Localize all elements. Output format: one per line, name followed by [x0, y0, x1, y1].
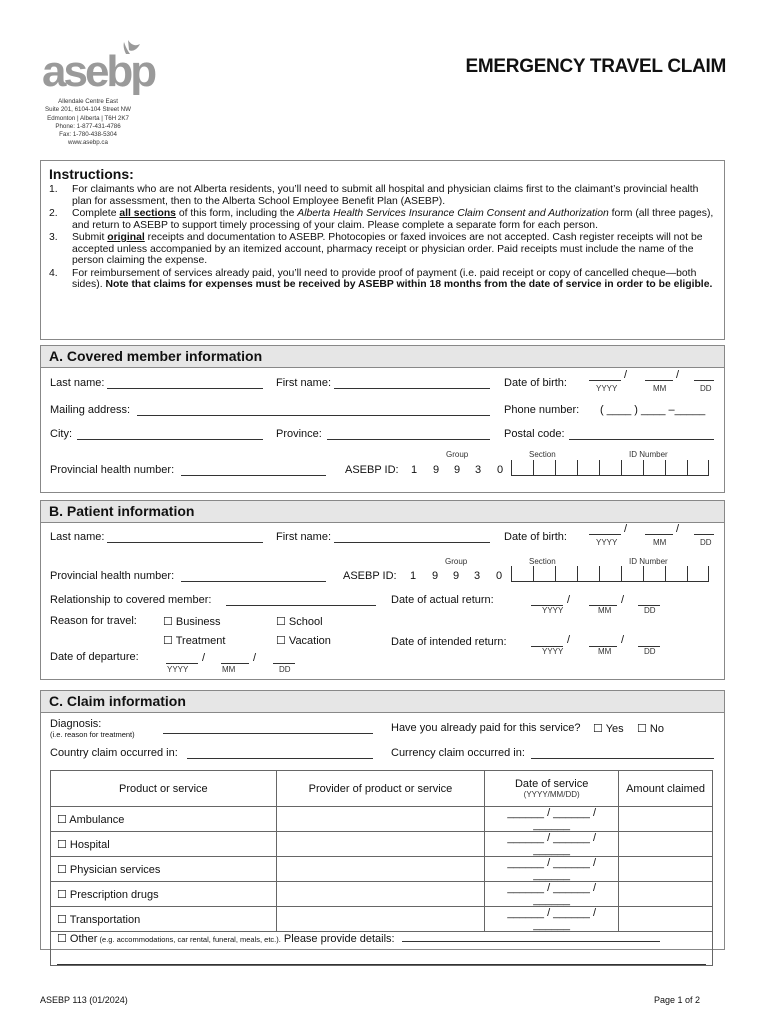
col-provider: Provider of product or service — [276, 771, 485, 807]
id-digit: 9 — [433, 464, 440, 476]
svg-text:asebp: asebp — [42, 47, 155, 95]
mm-hint: MM — [598, 647, 612, 656]
first-name-label: First name: — [276, 377, 332, 389]
date-separator: / — [624, 523, 628, 535]
item-text: form (all three pages), and return to ASEBP to support timely processing of your claim. Please complete a separate form for each person. — [72, 208, 714, 231]
diagnosis-field[interactable] — [163, 733, 373, 734]
city-label: City: — [50, 428, 72, 440]
col-date-format: (YYYY/MM/DD) — [523, 790, 580, 799]
mm-hint: MM — [653, 384, 667, 393]
section-hint: Section — [529, 450, 556, 459]
dob-year-field[interactable] — [589, 380, 621, 381]
date-cell[interactable]: ______ / ______ / ______ — [485, 832, 619, 857]
item-number: 3. — [49, 232, 58, 243]
diagnosis-label: Diagnosis: — [50, 718, 102, 730]
date-cell[interactable]: ______ / ______ / ______ — [485, 807, 619, 832]
asebp-id-label: ASEBP ID: — [345, 464, 399, 476]
instruction-item — [49, 184, 716, 207]
departure-day[interactable] — [273, 663, 295, 664]
item-text: For claimants who are not Alberta residents, you’ll need to submit all hospital and physician claims first to the claimant’s provincial health plan for assessment, then to the Alberta School Employee Benefit Plan (ASEBP). — [72, 184, 699, 207]
currency-label: Currency claim occurred in: — [391, 747, 525, 759]
id-cell[interactable] — [533, 460, 555, 476]
patient-dob-label: Date of birth: — [504, 531, 567, 543]
address-line: Fax: 1-780-438-5304 — [59, 131, 117, 139]
other-details-cell[interactable] — [51, 932, 713, 966]
id-cell[interactable] — [533, 566, 555, 582]
patient-last-name-label: Last name: — [50, 531, 105, 543]
col-date-of-service — [485, 771, 619, 807]
section-a — [40, 345, 725, 493]
relationship-field[interactable] — [226, 605, 376, 606]
mm-hint: MM — [222, 665, 236, 674]
prescription-drugs-checkbox[interactable]: ☐ Prescription drugs — [51, 882, 277, 907]
phn-field[interactable] — [181, 475, 326, 476]
id-cell[interactable] — [665, 566, 687, 582]
id-digit: 3 — [474, 570, 481, 582]
reason-school-checkbox[interactable]: ☐ School — [276, 616, 323, 628]
section-b — [40, 500, 725, 680]
last-name-field[interactable] — [107, 388, 263, 389]
country-field[interactable] — [187, 758, 373, 759]
instruction-item — [49, 208, 716, 231]
date-separator: / — [621, 634, 625, 646]
other-checkbox[interactable]: ☐ Other — [57, 933, 98, 945]
actual-return-label: Date of actual return: — [391, 594, 494, 606]
dd-hint: DD — [644, 647, 656, 656]
mm-hint: MM — [598, 606, 612, 615]
item-emphasis: Note that claims for expenses must be received by ASEBP within 18 months from the date of service in order to be eligible. — [105, 279, 713, 290]
section-b-heading: B. Patient information — [41, 501, 724, 523]
id-cell[interactable] — [665, 460, 687, 476]
provider-cell[interactable] — [276, 882, 485, 907]
item-emphasis: original — [107, 232, 145, 243]
date-separator: / — [676, 369, 680, 381]
date-cell[interactable]: ______ / ______ / ______ — [485, 907, 619, 932]
departure-year[interactable] — [166, 663, 198, 664]
id-digit: 9 — [432, 570, 439, 582]
mailing-address-field[interactable] — [137, 415, 490, 416]
address-line: Allendale Centre East — [58, 98, 118, 105]
postal-code-label: Postal code: — [504, 428, 565, 440]
id-digit: 3 — [475, 464, 482, 476]
table-row-other — [51, 932, 713, 966]
postal-code-field[interactable] — [569, 439, 714, 440]
col-product: Product or service — [51, 771, 277, 807]
date-separator: / — [253, 652, 257, 664]
dd-hint: DD — [700, 538, 712, 547]
id-digit: 1 — [411, 464, 418, 476]
reason-label: Reason for travel: — [50, 615, 137, 627]
address-line: Edmonton | Alberta | T6H 2K7 — [47, 114, 129, 122]
item-form-name: Alberta Health Services Insurance Claim Consent and Authorization — [297, 208, 609, 219]
reason-business-checkbox[interactable]: ☐ Business — [163, 616, 221, 628]
yyyy-hint: YYYY — [596, 538, 618, 547]
mailing-address-label: Mailing address: — [50, 404, 131, 416]
patient-first-name-label: First name: — [276, 531, 332, 543]
amount-cell[interactable] — [619, 882, 713, 907]
claims-table — [50, 770, 713, 966]
other-details-field[interactable] — [402, 932, 660, 942]
table-row — [51, 832, 713, 857]
patient-phn-field[interactable] — [181, 581, 326, 582]
id-digit: 0 — [497, 464, 504, 476]
patient-dob-day-field[interactable] — [694, 534, 714, 535]
dob-label: Date of birth: — [504, 377, 567, 389]
province-field[interactable] — [327, 439, 490, 440]
provider-cell[interactable] — [276, 807, 485, 832]
group-hint: Group — [445, 557, 468, 566]
section-hint: Section — [529, 557, 556, 566]
id-cell[interactable] — [511, 566, 533, 582]
relationship-label: Relationship to covered member: — [50, 594, 212, 606]
dob-month-field[interactable] — [645, 380, 673, 381]
item-number: 2. — [49, 208, 58, 219]
date-separator: / — [567, 634, 571, 646]
patient-last-name-field[interactable] — [107, 542, 263, 543]
first-name-field[interactable] — [334, 388, 490, 389]
id-cell[interactable] — [621, 460, 643, 476]
ambulance-checkbox[interactable]: ☐ Ambulance — [51, 807, 277, 832]
id-cell[interactable] — [687, 566, 709, 582]
other-details-field-2[interactable] — [57, 951, 706, 965]
table-row — [51, 857, 713, 882]
date-separator: / — [567, 594, 571, 606]
id-cell[interactable] — [577, 460, 599, 476]
id-digit: 9 — [454, 464, 461, 476]
section-c-heading: C. Claim information — [41, 691, 724, 713]
item-text: For reimbursement of services already paid, you’ll need to provide proof of payment (i.e. paid receipt or copy of cancelled cheque—both sides). — [72, 267, 697, 290]
id-cell[interactable] — [555, 566, 577, 582]
id-cell[interactable] — [621, 566, 643, 582]
other-details-label: Please provide details: — [280, 933, 395, 945]
diagnosis-hint: (i.e. reason for treatment) — [50, 730, 135, 739]
instruction-item — [49, 232, 716, 267]
date-separator: / — [624, 369, 628, 381]
currency-field[interactable] — [531, 758, 714, 759]
country-label: Country claim occurred in: — [50, 747, 178, 759]
dd-hint: DD — [279, 665, 291, 674]
table-header-row — [51, 771, 713, 807]
patient-first-name-field[interactable] — [334, 542, 490, 543]
address-line: Phone: 1-877-431-4786 — [55, 122, 121, 130]
phone-label: Phone number: — [504, 404, 580, 416]
date-separator: / — [202, 652, 206, 664]
hospital-checkbox[interactable]: ☐ Hospital — [51, 832, 277, 857]
province-label: Province: — [276, 428, 322, 440]
item-number: 4. — [49, 267, 58, 279]
paid-no-checkbox[interactable]: ☐ No — [637, 723, 664, 735]
id-cell[interactable] — [643, 566, 665, 582]
id-digit: 9 — [453, 570, 460, 582]
instructions-box — [40, 160, 725, 340]
departure-month[interactable] — [221, 663, 249, 664]
section-c — [40, 690, 725, 950]
patient-asebp-id-label: ASEBP ID: — [343, 570, 397, 582]
dd-hint: DD — [644, 606, 656, 615]
id-cell[interactable] — [577, 566, 599, 582]
address-block — [40, 98, 136, 148]
instruction-item — [49, 268, 716, 291]
id-cell[interactable] — [643, 460, 665, 476]
date-cell[interactable]: ______ / ______ / ______ — [485, 857, 619, 882]
section-a-heading: A. Covered member information — [41, 346, 724, 368]
patient-dob-year-field[interactable] — [589, 534, 621, 535]
date-cell[interactable]: ______ / ______ / ______ — [485, 882, 619, 907]
id-cell[interactable] — [599, 566, 621, 582]
departure-label: Date of departure: — [50, 651, 139, 663]
physician-services-checkbox[interactable]: ☐ Physician services — [51, 857, 277, 882]
item-emphasis: all sections — [119, 208, 176, 219]
amount-cell[interactable] — [619, 907, 713, 932]
id-number-hint: ID Number — [629, 450, 668, 459]
table-row — [51, 882, 713, 907]
item-number: 1. — [49, 184, 58, 195]
item-text: of this form, including the — [175, 208, 298, 219]
provider-cell[interactable] — [276, 857, 485, 882]
dd-hint: DD — [700, 384, 712, 393]
transportation-checkbox[interactable]: ☐ Transportation — [51, 907, 277, 932]
address-line: www.asebp.ca — [68, 139, 108, 147]
paid-question: Have you already paid for this service? — [391, 722, 581, 734]
yyyy-hint: YYYY — [596, 384, 618, 393]
amount-cell[interactable] — [619, 832, 713, 857]
col-amount: Amount claimed — [619, 771, 713, 807]
item-text: receipts and documentation to ASEBP. Photocopies or faxed invoices are not accepted. Cash register receipts will not be accepted unless accompanied by an itemized account, pharmacy receipt or physician order. Paid receipts must include the name of the person claiming the expense. — [72, 232, 703, 266]
table-row — [51, 907, 713, 932]
reason-treatment-checkbox[interactable]: ☐ Treatment — [163, 635, 226, 647]
date-separator: / — [621, 594, 625, 606]
mm-hint: MM — [653, 538, 667, 547]
id-digit: 1 — [410, 570, 417, 582]
yyyy-hint: YYYY — [167, 665, 189, 674]
address-line: Suite 201, 6104-104 Street NW — [45, 106, 131, 114]
amount-cell[interactable] — [619, 857, 713, 882]
form-title: EMERGENCY TRAVEL CLAIM — [465, 56, 726, 77]
intended-return-label: Date of intended return: — [391, 636, 507, 648]
table-row — [51, 807, 713, 832]
phn-label: Provincial health number: — [50, 464, 175, 476]
amount-cell[interactable] — [619, 807, 713, 832]
provider-cell[interactable] — [276, 907, 485, 932]
form-code: ASEBP 113 (01/2024) — [40, 995, 128, 1005]
instructions-heading: Instructions: — [49, 166, 134, 182]
id-cell[interactable] — [599, 460, 621, 476]
asebp-logo — [40, 40, 165, 95]
id-digit: 0 — [496, 570, 503, 582]
other-examples: (e.g. accommodations, car rental, funeral, meals, etc.). — [97, 935, 281, 944]
id-cell[interactable] — [555, 460, 577, 476]
page-number: Page 1 of 2 — [653, 995, 700, 1005]
last-name-label: Last name: — [50, 377, 105, 389]
id-cell[interactable] — [687, 460, 709, 476]
col-date-label: Date of service — [514, 778, 589, 790]
item-text: Complete — [72, 208, 120, 219]
yyyy-hint: YYYY — [542, 606, 564, 615]
id-cell[interactable] — [511, 460, 533, 476]
date-separator: / — [676, 523, 680, 535]
instructions-list — [49, 184, 716, 291]
reason-vacation-checkbox[interactable]: ☐ Vacation — [276, 635, 331, 647]
item-text: Submit — [72, 232, 108, 243]
group-hint: Group — [446, 450, 469, 459]
city-field[interactable] — [77, 439, 263, 440]
id-number-hint: ID Number — [629, 557, 668, 566]
provider-cell[interactable] — [276, 832, 485, 857]
paid-yes-checkbox[interactable]: ☐ Yes — [593, 723, 624, 735]
dob-day-field[interactable] — [694, 380, 714, 381]
phone-field[interactable]: ( ____ ) ____ –_____ — [600, 404, 706, 416]
patient-dob-month-field[interactable] — [645, 534, 673, 535]
yyyy-hint: YYYY — [542, 647, 564, 656]
patient-phn-label: Provincial health number: — [50, 570, 175, 582]
